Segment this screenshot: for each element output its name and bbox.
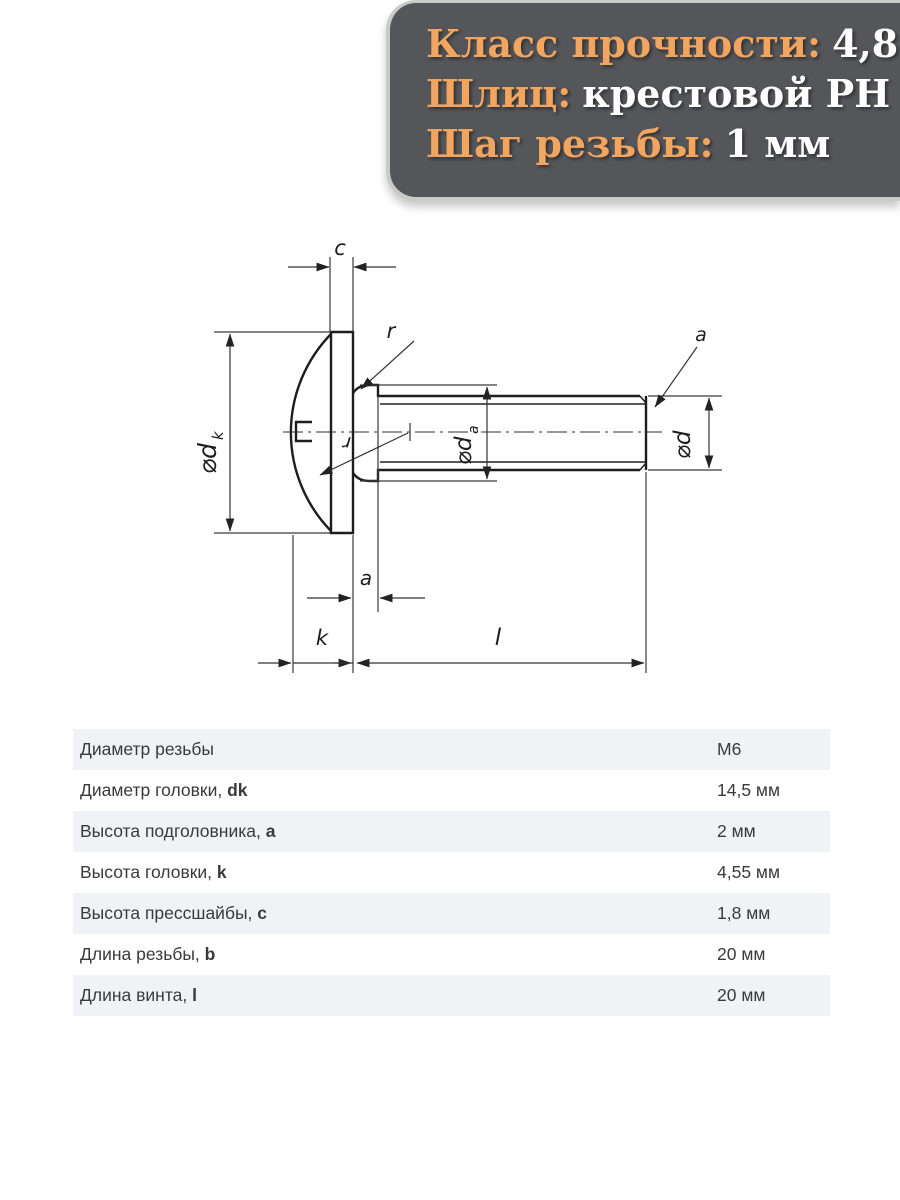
spec-value: 14,5 мм — [717, 780, 780, 800]
dim-label-r-top: r — [386, 319, 396, 343]
spec-label: Высота подголовника, a — [80, 821, 276, 841]
spec-label: Высота прессшайбы, c — [80, 903, 268, 923]
table-row — [73, 852, 830, 893]
dim-label-d — [670, 430, 696, 459]
badge-line-strength-class — [426, 19, 899, 69]
spec-value: 2 мм — [717, 821, 756, 841]
svg-text:a: a — [466, 425, 482, 434]
dim-label-a: a — [359, 566, 373, 590]
spec-value: 1,8 мм — [717, 903, 771, 923]
table-row — [73, 811, 830, 852]
svg-text:k: k — [209, 431, 227, 440]
badge-label: Шаг резьбы: — [426, 121, 714, 166]
badge-label: Класс прочности: — [426, 21, 822, 66]
badge-value: 4,8 — [832, 21, 899, 66]
spec-value: М6 — [717, 739, 742, 759]
spec-value: 20 мм — [717, 985, 766, 1005]
svg-text:⌀d: ⌀d — [193, 443, 222, 474]
spec-table — [73, 729, 830, 1016]
properties-badge — [386, 0, 900, 201]
spec-value: 20 мм — [717, 944, 766, 964]
badge-value: крестовой PH — [582, 71, 891, 116]
badge-value: 1 мм — [724, 121, 831, 166]
badge-line-drive — [426, 69, 890, 119]
badge-line-thread-pitch — [426, 119, 890, 169]
spec-label: Высота головки, k — [80, 862, 227, 882]
spec-label: Длина резьбы, b — [80, 944, 216, 964]
spec-label: Диаметр резьбы — [80, 739, 214, 759]
table-row — [73, 975, 830, 1016]
svg-text:⌀d: ⌀d — [451, 436, 477, 465]
spec-label: Диаметр головки, dk — [80, 780, 248, 800]
svg-text:⌀d: ⌀d — [670, 430, 696, 459]
spec-value: 4,55 мм — [717, 862, 780, 882]
table-row — [73, 770, 830, 811]
table-row — [73, 729, 830, 770]
dim-label-k: k — [315, 626, 329, 650]
dim-label-c: c — [334, 236, 346, 260]
dim-label-l: l — [494, 625, 502, 651]
table-row — [73, 934, 830, 975]
badge-label: Шлиц: — [426, 71, 572, 116]
dim-label-dk — [193, 430, 227, 474]
dim-label-a-leader: a — [695, 324, 707, 346]
dim-label-da — [451, 425, 482, 465]
dim-label-r-center: r — [342, 431, 352, 455]
table-row — [73, 893, 830, 934]
spec-label: Длина винта, l — [80, 985, 197, 1005]
